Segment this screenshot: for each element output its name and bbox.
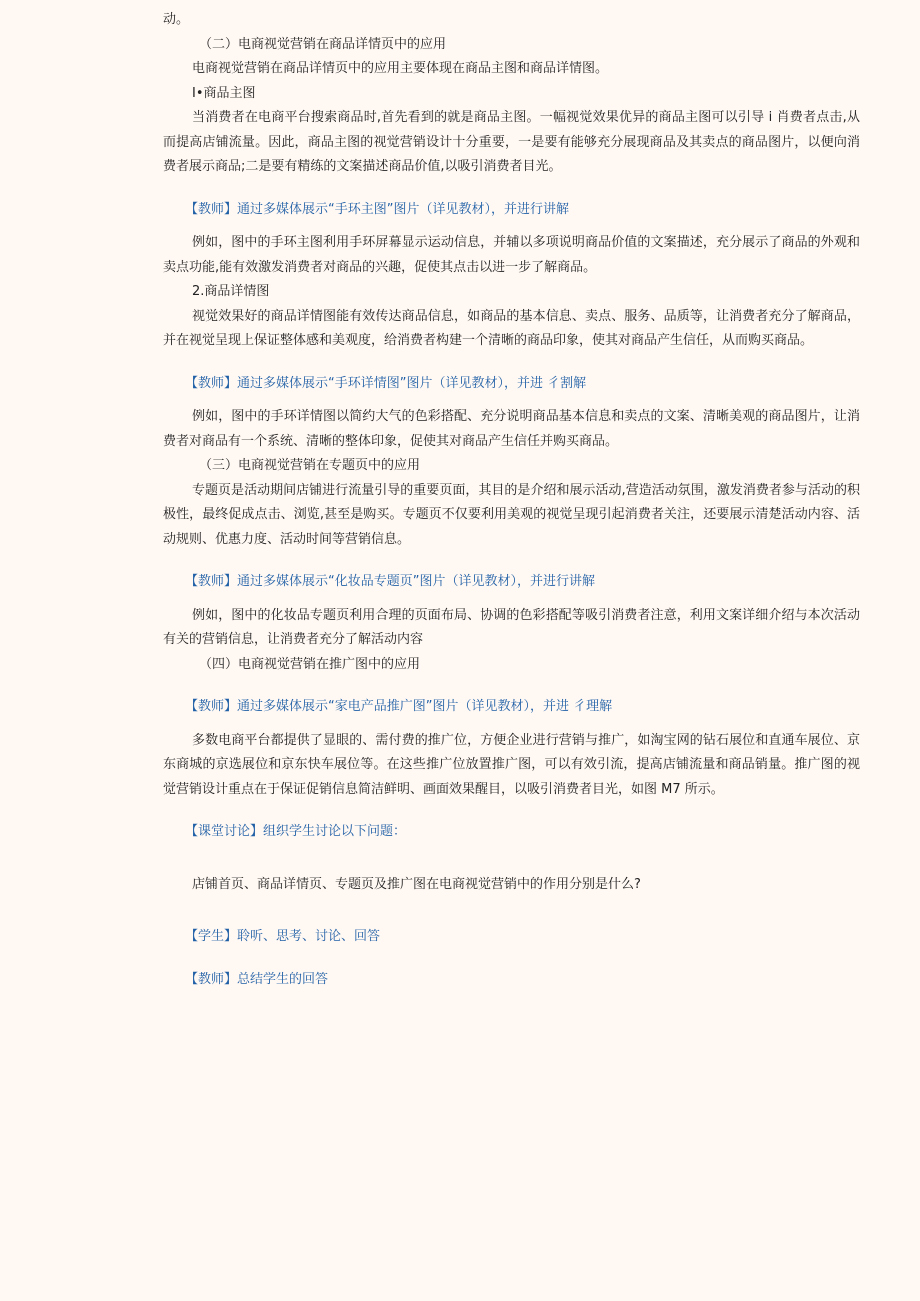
paragraph: 例如，图中的化妆品专题页利用合理的页面布局、协调的色彩搭配等吸引消费者注意，利用文案详细介绍与本次活动有关的营销信息，让消费者充分了解活动内容	[163, 607, 860, 647]
text-line: 动。	[163, 12, 190, 27]
subsection-heading: 2.商品详情图	[192, 284, 270, 299]
paragraph: 例如，图中的手环主图利用手环屏幕显示运动信息，并辅以多项说明商品价值的文案描述，充分展示了商品的外观和卖点功能,能有效激发消费者对商品的兴趣，促使其点击以进一步了解商品。	[163, 235, 860, 275]
paragraph: 视觉效果好的商品详情图能有效传达商品信息，如商品的基本信息、卖点、服务、品质等，让消费者充分了解商品，并在视觉呈现上保证整体感和美观度，给消费者构建一个清晰的商品印象，使其对商品产生信任，从而购买商品。	[163, 308, 860, 348]
paragraph: 多数电商平台都提供了显眼的、需付费的推广位，方便企业进行营销与推广，如淘宝网的钻石展位和直通车展位、京东商城的京选展位和京东快车展位等。在这些推广位放置推广图，可以有效引流，提高店铺流量和商品销量。推广图的视觉营销设计重点在于保证促销信息简洁鲜明、画面效果醒目，以吸引消费者目光，如图 M7 所示。	[163, 732, 860, 797]
paragraph: 电商视觉营销在商品详情页中的应用主要体现在商品主图和商品详情图。	[192, 61, 609, 76]
teacher-note: 【教师】通过多媒体展示“手环详情图”图片（详见教材），并进 彳割解	[185, 375, 587, 391]
discussion-question: 店铺首页、商品详情页、专题页及推广图在电商视觉营销中的作用分别是什么?	[192, 876, 641, 892]
paragraph: 专题页是活动期间店铺进行流量引导的重要页面，其目的是介绍和展示活动,营造活动氛围，激发消费者参与活动的积极性，最终促成点击、浏览,甚至是购买。专题页不仅要利用美观的视觉呈现引起消费者关注，还要展示清楚活动内容、活动规则、优惠力度、活动时间等营销信息。	[163, 482, 860, 547]
discussion-note: 【课堂讨论】组织学生讨论以下问题：	[185, 824, 407, 839]
teacher-note: 【教师】总结学生的回答	[185, 971, 329, 987]
teacher-note: 【教师】通过多媒体展示“化妆品专题页”图片（详见教材），并进行讲解	[185, 574, 595, 589]
document-body	[163, 8, 860, 992]
section-heading: （三）电商视觉营销在专题页中的应用	[199, 458, 421, 473]
section-heading: （二）电商视觉营销在商品详情页中的应用	[199, 36, 447, 52]
subsection-heading: I•商品主图	[192, 85, 256, 101]
teacher-note: 【教师】通过多媒体展示“家电产品推广图”图片（详见教材），并进 彳理解	[185, 699, 613, 714]
paragraph: 当消费者在电商平台搜索商品时,首先看到的就是商品主图。一幅视觉效果优异的商品主图可以引导 i 肖费者点击,从而提高店铺流量。因此，商品主图的视觉营销设计十分重要，一是要有能够充分展现商品及其卖点的商品图片，以便向消费者展示商品;二是要有精练的文案描述商品价值,以吸引消费者目光。	[163, 110, 860, 174]
teacher-note: 【教师】通过多媒体展示“手环主图”图片（详见教材），并进行讲解	[185, 201, 569, 217]
section-heading: （四）电商视觉营销在推广图中的应用	[199, 656, 421, 672]
paragraph: 例如，图中的手环详情图以简约大气的色彩搭配、充分说明商品基本信息和卖点的文案、清晰美观的商品图片，让消费者对商品有一个系统、清晰的整体印象，促使其对商品产生信任并购买商品。	[163, 409, 860, 449]
student-note: 【学生】聆听、思考、讨论、回答	[185, 929, 381, 944]
